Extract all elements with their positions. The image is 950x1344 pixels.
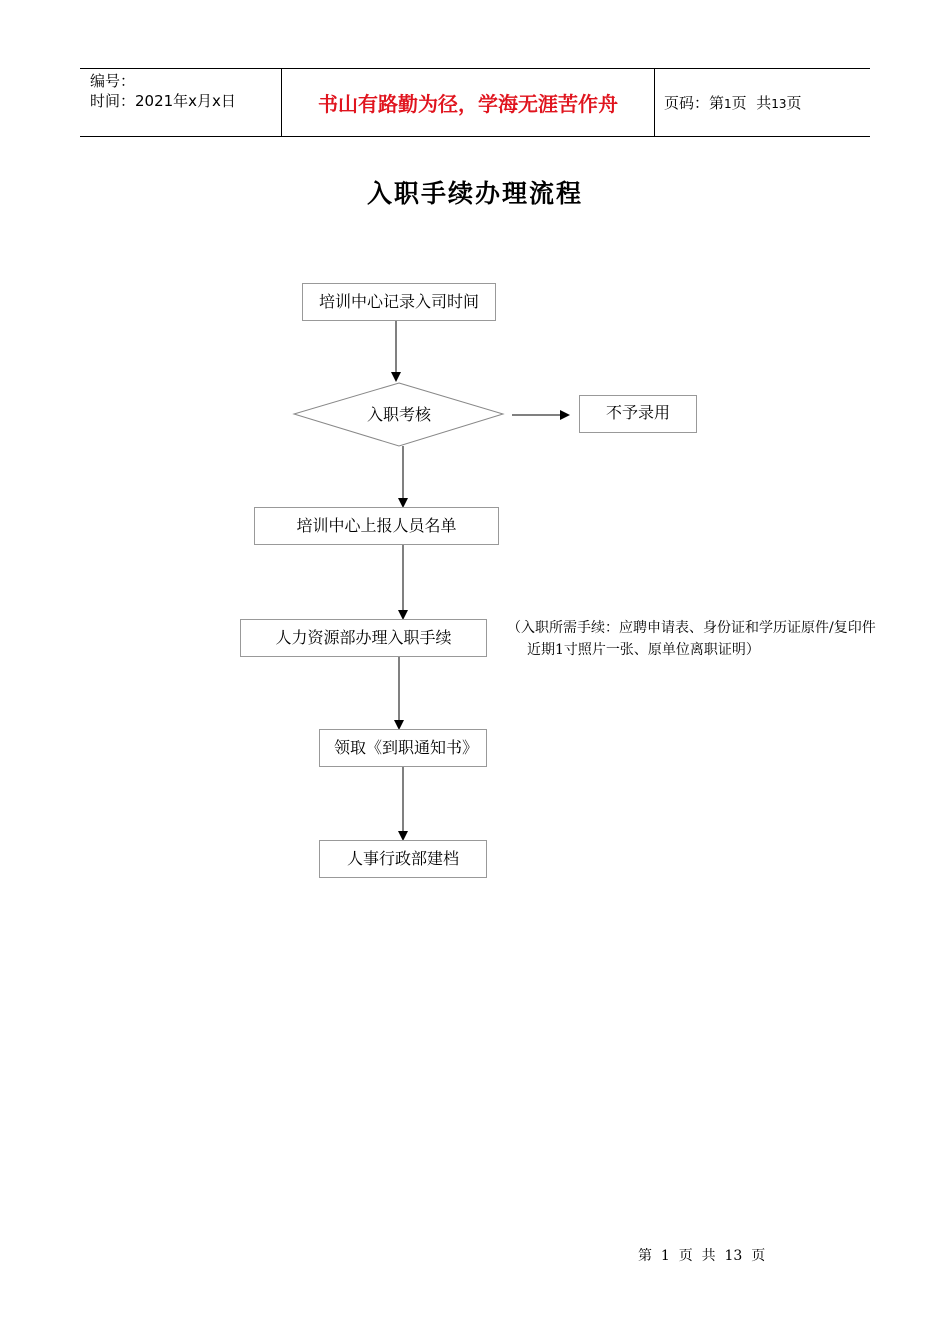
flow-step-collect-notice: [319, 729, 487, 767]
flow-step-record-entry-time: [302, 283, 496, 321]
onboarding-requirements-note: [507, 617, 876, 661]
page-total: 13: [771, 97, 787, 111]
flow-step-reject: [579, 395, 697, 433]
note-line-1: （入职所需手续：应聘申请表、身份证和学历证原件/复印件: [507, 620, 876, 636]
flow-step-create-file: [319, 840, 487, 878]
page-title: 入职手续办理流程: [366, 179, 583, 208]
page-prefix: 页码：第: [664, 94, 725, 112]
page-current: 1: [724, 97, 732, 111]
page-suffix: 页: [786, 94, 802, 112]
flow-step-label: 人力资源部办理入职手续: [275, 628, 452, 647]
header-motto: 书山有路勤为径，学海无涯苦作舟: [318, 92, 618, 116]
flow-step-label: 领取《到职通知书》: [334, 738, 479, 757]
page-footer: 第 1 页 共 13 页: [638, 1248, 766, 1264]
flow-step-report-list: [254, 507, 499, 545]
flow-decision-label: 入职考核: [366, 405, 431, 424]
note-line-2: 近期1寸照片一张、原单位离职证明）: [527, 642, 760, 658]
page-mid: 页 共: [731, 94, 772, 112]
time-label: 时间：2021年x月x日: [90, 92, 236, 110]
flow-step-label: 人事行政部建档: [346, 849, 459, 868]
flow-step-label: 不予录用: [605, 403, 670, 422]
flow-step-label: 培训中心记录入司时间: [318, 292, 479, 311]
serial-label: 编号：: [90, 72, 136, 90]
flow-step-label: 培训中心上报人员名单: [296, 516, 457, 535]
flow-step-hr-onboarding: [240, 619, 487, 657]
